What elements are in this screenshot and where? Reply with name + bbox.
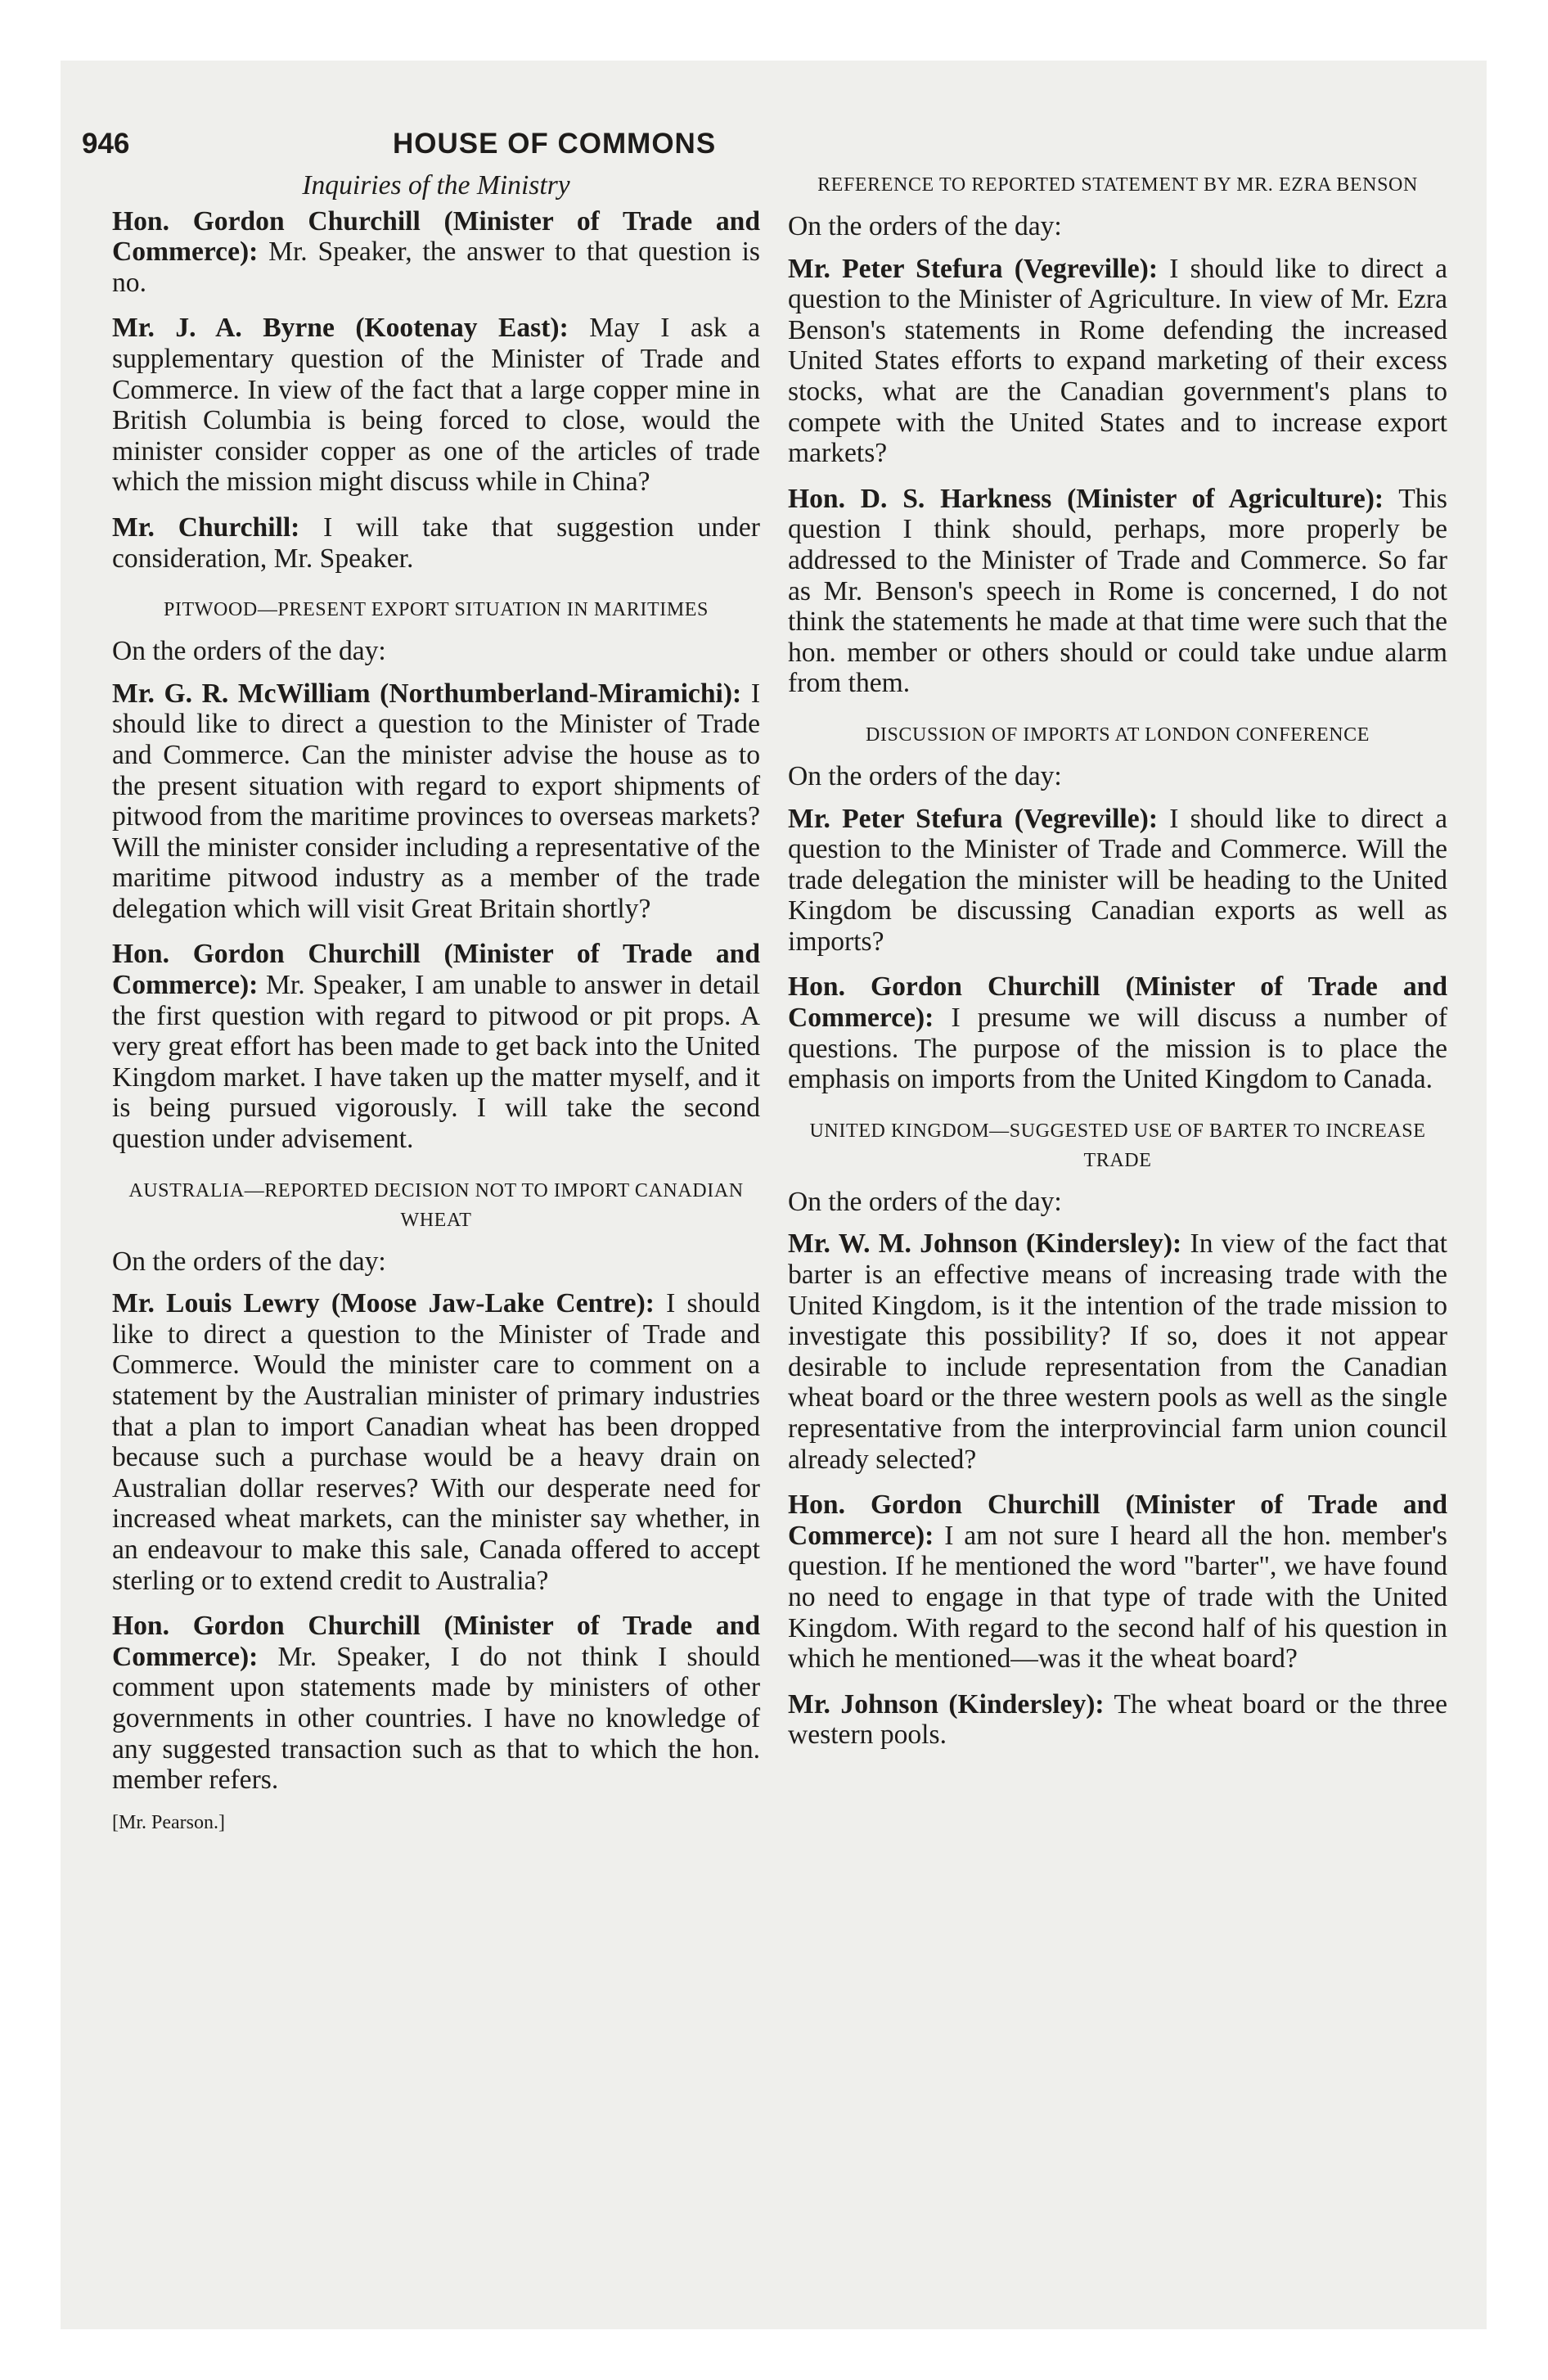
paragraph-text: I am not sure I heard all the hon. member's question. If he mentioned the word "barter", we have found no need to engage in that type of trade with the United Kingdom. With regard to the second half of his question in which he mentioned—was it the wheat board? (788, 1520, 1447, 1675)
speaker-name: Mr. Peter Stefura (Vegreville): (788, 253, 1159, 284)
paragraph-text: May I ask a supplementary question of the Minister of Trade and Commerce. In view of the fact that a large copper mine in British Columbia is being forced to close, would the minister consider copper as one of the articles of trade which the mission might discuss while in China? (112, 313, 760, 498)
speaker-name: Mr. Louis Lewry (Moose Jaw-Lake Centre): (112, 1288, 655, 1319)
paragraph-text: I presume we will discuss a number of questions. The purpose of the mission is to place the emphasis on imports from the United Kingdom to Canada. (788, 1003, 1447, 1095)
paragraph (112, 206, 760, 299)
paragraph (112, 1288, 760, 1596)
speaker-name: Mr. J. A. Byrne (Kootenay East): (112, 313, 569, 344)
paragraph (788, 1689, 1447, 1751)
section-heading: DISCUSSION OF IMPORTS AT LONDON CONFERENCE (865, 723, 1370, 746)
paragraph (112, 512, 760, 574)
orders-of-day: On the orders of the day: (788, 1186, 1062, 1217)
paragraph (112, 313, 760, 498)
orders-of-day: On the orders of the day: (788, 760, 1062, 791)
running-header (82, 128, 949, 169)
paragraph-text: In view of the fact that barter is an effective means of increasing trade with the United Kingdom, is it the intention of the trade mission to investigate this possibility? If so, does it not appear desirable to include representation from the Canadian wheat board or the three western pools as well as the single representative from the interprovincial farm union council already selected? (788, 1228, 1447, 1475)
footer-note: [Mr. Pearson.] (112, 1811, 225, 1833)
speaker-name: Mr. Johnson (Kindersley): (788, 1688, 1105, 1720)
paragraph-text: This question I think should, perhaps, more properly be addressed to the Minister of Trade and Commerce. So far as Mr. Benson's speech in Rome is concerned, I do not think the statements he made at that time were such that the hon. member or others should or could take undue alarm from them. (788, 483, 1447, 699)
paragraph-text: I will take that suggestion under consideration, Mr. Speaker. (112, 512, 760, 574)
paragraph-text: I should like to direct a question to the Minister of Trade and Commerce. Will the trade delegation the minister will be heading to the United Kingdom be discussing Canadian exports as well as imports? (788, 803, 1447, 957)
speaker-name: Hon. Gordon Churchill (Minister of Trade and Commerce): (112, 939, 760, 1001)
orders-of-day: On the orders of the day: (788, 211, 1062, 241)
page-title: HOUSE OF COMMONS (393, 128, 717, 160)
paragraph (788, 804, 1447, 958)
speaker-name: Hon. Gordon Churchill (Minister of Trade and Commerce): (788, 1490, 1447, 1551)
section-heading: AUSTRALIA—REPORTED DECISION NOT TO IMPORT CANADIAN WHEAT (128, 1179, 744, 1231)
speaker-name: Hon. Gordon Churchill (Minister of Trade and Commerce): (112, 205, 760, 268)
paragraph (788, 971, 1447, 1094)
speaker-name: Mr. Peter Stefura (Vegreville): (788, 803, 1159, 834)
page-number: 946 (82, 128, 130, 160)
paragraph (788, 254, 1447, 469)
speaker-name: Mr. Churchill: (112, 512, 300, 543)
paragraph-text: I should like to direct a question to the Minister of Trade and Commerce. Would the minister care to comment on a statement by the Australian minister of primary industries that a plan to import Canadian wheat has been dropped because such a purchase would be a heavy drain on Australian dollar reserves? With our desperate need for increased wheat markets, can the minister say whether, in an endeavour to make this sale, Canada offered to accept sterling or to extend credit to Australia? (112, 1288, 760, 1596)
section-heading: PITWOOD—PRESENT EXPORT SITUATION IN MARITIMES (163, 599, 709, 621)
paragraph (788, 484, 1447, 699)
paragraph (112, 678, 760, 925)
paragraph-text: I should like to direct a question to the Minister of Trade and Commerce. Can the minister advise the house as to the present situation with regard to export shipments of pitwood from the maritime provinces to overseas markets? Will the minister consider including a representative of the maritime pitwood industry as a member of the trade delegation which will visit Great Britain shortly? (112, 678, 760, 924)
paragraph-text: Mr. Speaker, I do not think I should comment upon statements made by ministers of other governments in other countries. I have no knowledge of any suggested transaction such as that to which the hon. member refers. (112, 1641, 760, 1796)
speaker-name: Hon. D. S. Harkness (Minister of Agriculture): (788, 483, 1384, 514)
speaker-name: Hon. Gordon Churchill (Minister of Trade and Commerce): (112, 1611, 760, 1672)
paragraph (112, 939, 760, 1154)
speaker-name: Hon. Gordon Churchill (Minister of Trade and Commerce): (788, 971, 1447, 1034)
orders-of-day: On the orders of the day: (112, 1246, 386, 1277)
right-column (788, 170, 1447, 1765)
section-title: Inquiries of the Ministry (302, 170, 570, 201)
section-heading: UNITED KINGDOM—SUGGESTED USE OF BARTER TO INCREASE TRADE (809, 1120, 1426, 1171)
orders-of-day: On the orders of the day: (112, 636, 386, 667)
left-column (112, 170, 760, 1835)
speaker-name: Mr. G. R. McWilliam (Northumberland-Miramichi): (112, 678, 742, 709)
paragraph (112, 1611, 760, 1796)
section-heading: REFERENCE TO REPORTED STATEMENT BY MR. EZRA BENSON (817, 174, 1418, 196)
paragraph (788, 1490, 1447, 1675)
paragraph-text: Mr. Speaker, the answer to that question is no. (112, 237, 760, 298)
paragraph-text: I should like to direct a question to the Minister of Agriculture. In view of Mr. Ezra Benson's statements in Rome defending the increased United States efforts to expand marketing of their excess stocks, what are the Canadian government's plans to compete with the United States and to increase export markets? (788, 253, 1447, 469)
paragraph-text: The wheat board or the three western pools. (788, 1688, 1447, 1751)
speaker-name: Mr. W. M. Johnson (Kindersley): (788, 1228, 1182, 1260)
paragraph-text: Mr. Speaker, I am unable to answer in detail the first question with regard to pitwood or pit props. A very great effort has been made to get back into the United Kingdom market. I have taken up the matter myself, and it is being pursued vigorously. I will take the second question under advisement. (112, 970, 760, 1155)
paragraph (788, 1228, 1447, 1475)
